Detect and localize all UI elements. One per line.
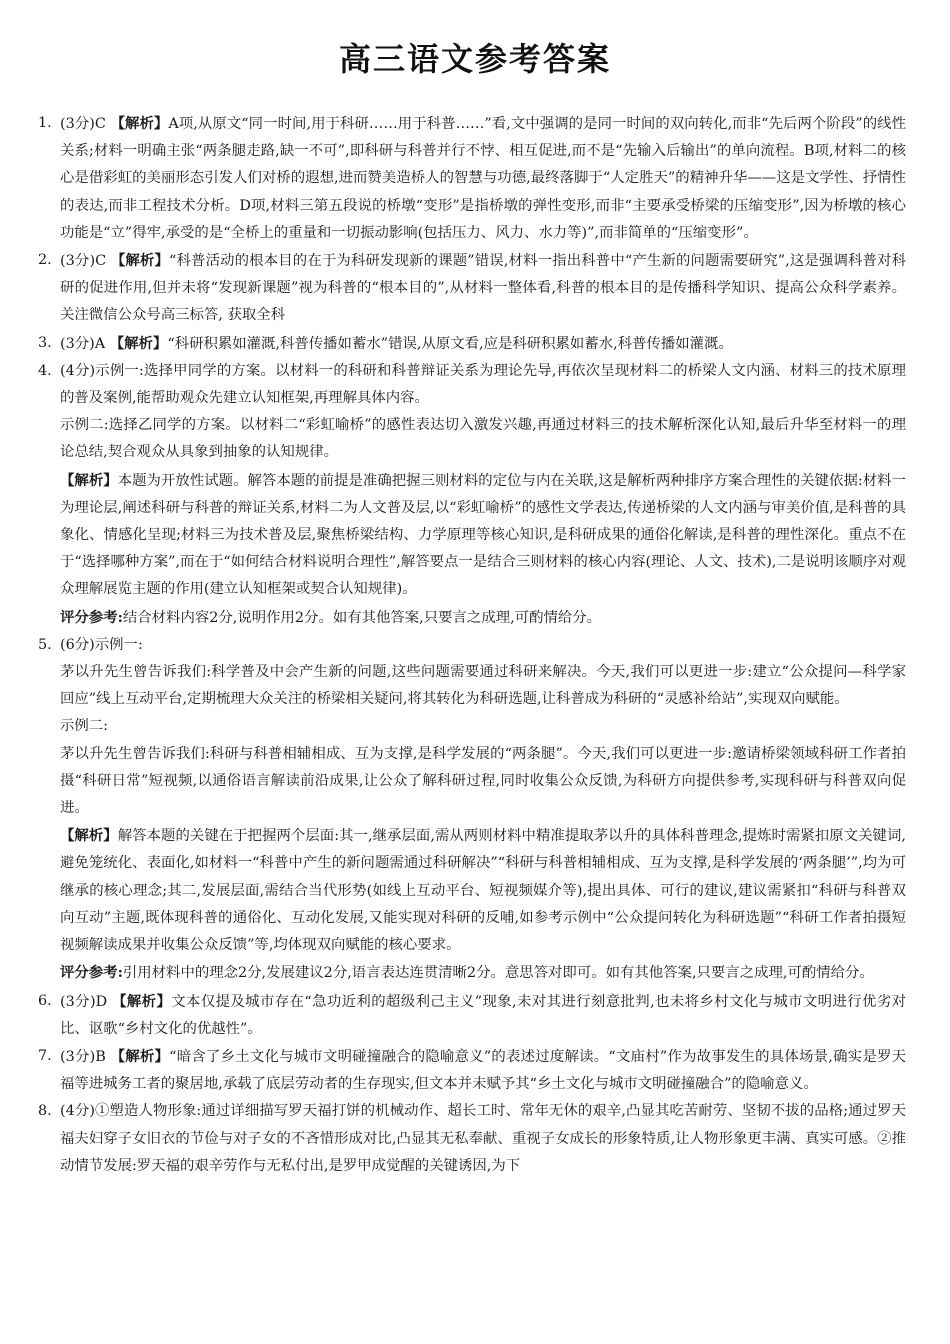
analysis-label: 【解析】 [110,252,169,270]
answer-text: “科普活动的根本目的在于为科研发现新的课题”错误,材料一指出科普中“产生新的问题需要研究”,这是强调科普对科研的促进作用,但并未将“发现新课题”视为科普的“根本目的”,从材料一整体看,科普的根本目的是传播科学知识、提高公众科学素养。关注微信公众号高三标答, 获取全科 [60,253,906,324]
scoring-text: 结合材料内容2分,说明作用2分。如有其他答案,只要言之成理,可酌情给分。 [122,609,602,626]
scoring-paragraph [60,959,906,987]
analysis-label: 【解析】 [109,334,168,352]
answer-paragraph [60,110,906,247]
question-number: 8. [38,1103,52,1120]
analysis-text: 解答本题的关键在于把握两个层面:其一,继承层面,需从两则材料中精准提取茅以升的具体科普理念,提炼时需紧扣原文关键词,避免笼统化、表面化,如材料一“科普中产生的新问题需通过科研解决”“科研与科普相辅相成、互为支撑,是科学发展的‘两条腿’”,均为可继承的核心理念;其二,发展层面,需结合当代形势(如线上互动平台、短视频媒介等),提出具体、可行的建议,建议需紧扣“科研与科普双向互动”主题,既体现科普的通俗化、互动化发展,又能实现对科研的反哺,如参考示例中“公众提问转化为科研选题”“科研工作者拍摄短视频解读成果并收集公众反馈”等,均体现双向赋能的核心要求。 [60,828,906,954]
answer-text: 文本仅提及城市存在“急功近利的超级利己主义”现象,未对其进行刻意批判,也未将乡村文化与城市文明进行优劣对比、讴歌“乡村文化的优越性”。 [60,993,906,1037]
answer-text: ①塑造人物形象:通过详细描写罗天福打饼的机械动作、超长工时、常年无休的艰辛,凸显其吃苦耐劳、坚韧不拔的品格;通过罗天福夫妇穿子女旧衣的节俭与对子女的不吝惜形成对比,凸显其无私奉献、重视子女成长的形象特质,让人物形象更丰满、真实可感。②推动情节发展:罗天福的艰辛劳作与无私付出,是罗甲成觉醒的关键诱因,为下 [60,1103,906,1174]
question-number: 6. [38,992,52,1009]
answer-item-6 [38,988,906,1043]
analysis-label: 【解析】 [60,827,118,845]
analysis-paragraph [60,467,906,604]
scoring-paragraph [60,604,906,632]
answer-text: “暗含了乡土文化与城市文明碰撞融合的隐喻意义”的表述过度解读。“文庙村”作为故事发生的具体场景,确实是罗天福等进城务工者的聚居地,承载了底层劳动者的生存现实,但文本并未赋予其“乡土文化与城市文明碰撞融合”的隐喻意义。 [60,1048,906,1093]
analysis-paragraph [60,822,906,959]
answer-paragraph [60,247,906,330]
question-number: 4. [38,362,52,379]
question-number: 7. [38,1047,52,1064]
question-number: 5. [38,636,52,653]
scoring-text: 引用材料中的理念2分,发展建议2分,语言表达连贯清晰2分。意思答对即可。如有其他答案,只要言之成理,可酌情给分。 [122,965,874,982]
example-2: 示例二:选择乙同学的方案。以材料二“彩虹喻桥”的感性表达切入激发兴趣,再通过材料三的技术解析深化认知,最后升华至材料一的理论总结,契合观众从具象到抽象的认知规律。 [60,417,906,461]
example-2-label: 示例二: [60,718,109,735]
answer-item-4 [38,358,906,632]
example-1: 示例一:选择甲同学的方案。以材料一的科研和科普辩证关系为理论先导,再依次呈现材料二的桥梁人文内涵、材料三的技术原理的普及案例,能帮助观众先建立认知框架,再理解具体内容。 [60,362,906,407]
question-number: 2. [38,252,52,269]
question-number: 3. [38,334,52,351]
answer-content [38,110,906,1180]
scoring-label: 评分参考: [60,964,123,982]
answer-head: (3分)C [60,116,106,132]
answer-head: (4分) [60,1103,95,1120]
answer-paragraph [60,1098,906,1180]
example-2: 茅以升先生曾告诉我们:科研与科普相辅相成、互为支撑,是科学发展的“两条腿”。今天,我们可以更进一步:邀请桥梁领域科研工作者拍摄“科研日常”短视频,以通俗语言解读前沿成果,让公众了解科研过程,同时收集公众反馈,为科研方向提供参考,实现科研与科普双向促进。 [60,745,906,817]
answer-item-2 [38,247,906,330]
question-number: 1. [38,115,52,131]
scoring-label: 评分参考: [60,608,123,626]
answer-paragraph [60,1043,906,1098]
answer-item-1 [38,110,906,247]
answer-item-3 [38,330,906,358]
answer-head: (3分)A [60,335,106,352]
answer-head: (3分)C [60,253,107,270]
analysis-label: 【解析】 [110,1047,170,1065]
answer-item-8 [38,1098,906,1180]
answer-text: “科研积累如灌溉,科普传播如蓄水”错误,从原文看,应是科研积累如蓄水,科普传播如灌溉。 [167,335,733,352]
answer-item-7 [38,1043,906,1098]
answer-head: (6分)示例一: [60,636,143,653]
example-1: 茅以升先生曾告诉我们:科学普及中会产生新的问题,这些问题需要通过科研来解决。今天,我们可以更进一步:建立“公众提问—科学家回应”线上互动平台,定期梳理大众关注的桥梁相关疑问,将其转化为科研选题,让科普成为科研的“灵感补给站”,实现双向赋能。 [60,664,906,708]
answer-head: (3分)D [60,993,108,1010]
analysis-label: 【解析】 [110,115,169,132]
page-title: 高三语文参考答案 [338,40,611,78]
answer-item-5 [38,632,906,988]
analysis-text: 本题为开放性试题。解答本题的前提是准确把握三则材料的定位与内在关联,这是解析两种排序方案合理性的关键依据:材料一为理论层,阐述科研与科普的辩证关系,材料二为人文普及层,以“彩虹喻桥”的感性文学表达,传递桥梁的人文内涵与审美价值,是科普的具象化、情感化呈现;材料三为技术普及层,聚焦桥梁结构、力学原理等核心知识,是科研成果的通俗化解读,是科普的理性深化。重点不在于“选择哪种方案”,而在于“如何结合材料说明合理性”,解答要点一是结合三则材料的核心内容(理论、人文、技术),二是说明该顺序对观众理解展览主题的作用(建立认知框架或契合认知规律)。 [60,472,906,598]
answer-head: (4分) [60,362,96,379]
answer-paragraph [60,358,906,412]
answer-paragraph [60,988,906,1043]
analysis-label: 【解析】 [60,471,118,489]
answer-head: (3分)B [60,1048,106,1065]
answer-text: A项,从原文“同一时间,用于科研……用于科普……”看,文中强调的是同一时间的双向转化,而非“先后两个阶段”的线性关系;材料一明确主张“两条腿走路,缺一不可”,即科研与科普并行不悖、相互促进,而不是“先输入后输出”的单向流程。B项,材料二的核心是借彩虹的美丽形态引发人们对桥的遐想,进而赞美造桥人的智慧与功德,最终落脚于“人定胜天”的精神升华——这是文学性、抒情性的表达,而非工程技术分析。D项,材料三第五段说的桥墩“变形”是指桥墩的弹性变形,而非“主要承受桥梁的压缩变形”,因为桥墩的核心功能是“立”得牢,承受的是“全桥上的重量和一切振动影响(包括压力、风力、水力等)”,而非简单的“压缩变形”。 [60,116,906,241]
answer-paragraph [60,330,906,358]
analysis-label: 【解析】 [112,992,172,1010]
